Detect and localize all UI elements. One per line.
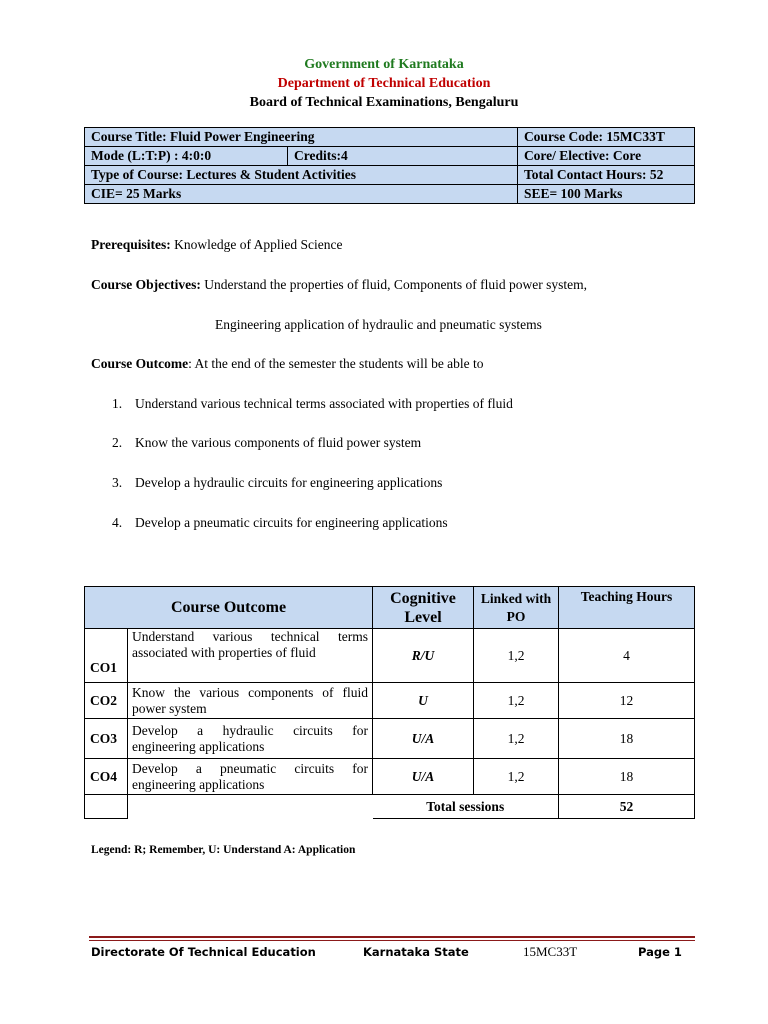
co-po: 1,2 (474, 629, 559, 683)
co-id: CO1 (85, 629, 128, 683)
total-blank (85, 795, 128, 819)
course-see: SEE= 100 Marks (517, 185, 694, 204)
co-hours: 18 (559, 759, 695, 795)
co-id: CO2 (85, 683, 128, 719)
header-teaching-hours: Teaching Hours (559, 587, 695, 629)
prerequisites (91, 236, 342, 254)
header-cognitive-level: Cognitive Level (373, 587, 474, 629)
list-item (112, 395, 513, 413)
objectives-label: Course Objectives: (91, 277, 201, 292)
list-item (112, 514, 448, 532)
course-credits: Credits:4 (288, 147, 518, 166)
footer-rule-thin (89, 940, 695, 941)
table-row (85, 629, 695, 683)
list-item (112, 474, 442, 492)
list-item (112, 434, 421, 452)
objectives-text-2: Engineering application of hydraulic and pneumatic systems (215, 317, 542, 332)
course-cie: CIE= 25 Marks (85, 185, 518, 204)
co-desc: Develop a hydraulic circuits for engineering applications (128, 719, 373, 759)
table-row (85, 719, 695, 759)
co-hours: 4 (559, 629, 695, 683)
header-course-outcome: Course Outcome (85, 587, 373, 629)
table-row (85, 683, 695, 719)
list-number: 2. (112, 435, 123, 450)
co-po: 1,2 (474, 719, 559, 759)
course-hours: Total Contact Hours: 52 (517, 166, 694, 185)
list-text: Know the various components of fluid power system (135, 435, 422, 450)
course-info-table (84, 127, 695, 204)
course-mode: Mode (L:T:P) : 4:0:0 (85, 147, 288, 166)
list-number: 1. (112, 396, 123, 411)
co-id: CO3 (85, 719, 128, 759)
total-row (85, 795, 695, 819)
footer-state: Karnataka State (363, 945, 469, 959)
total-sessions-value: 52 (559, 795, 695, 819)
course-code: Course Code: 15MC33T (517, 128, 694, 147)
co-id: CO4 (85, 759, 128, 795)
outcome-intro-label: Course Outcome (91, 356, 189, 371)
total-blank-2 (128, 795, 373, 819)
co-level: R/U (373, 629, 474, 683)
outcome-intro (91, 355, 484, 373)
outcome-intro-text: : At the end of the semester the students will be able to (188, 356, 484, 371)
objectives-text: Understand the properties of fluid, Components of fluid power system, (200, 277, 588, 292)
total-sessions-label: Total sessions (373, 795, 559, 819)
co-level: U (373, 683, 474, 719)
footer-directorate: Directorate Of Technical Education (91, 945, 316, 959)
objectives (91, 276, 587, 294)
list-number: 3. (112, 475, 123, 490)
header-government: Government of Karnataka (304, 57, 464, 72)
prerequisites-label: Prerequisites: (91, 237, 171, 252)
footer-page: Page 1 (638, 945, 682, 959)
co-po: 1,2 (474, 683, 559, 719)
course-core: Core/ Elective: Core (517, 147, 694, 166)
list-text: Understand various technical terms associated with properties of fluid (135, 396, 513, 411)
co-desc: Understand various technical terms associated with properties of fluid (128, 629, 373, 683)
co-po: 1,2 (474, 759, 559, 795)
course-type: Type of Course: Lectures & Student Activities (85, 166, 518, 185)
co-hours: 18 (559, 719, 695, 759)
header-board: Board of Technical Examinations, Bengaluru (249, 95, 519, 110)
prerequisites-text: Knowledge of Applied Science (170, 237, 343, 252)
header-department: Department of Technical Education (277, 76, 491, 91)
course-title: Course Title: Fluid Power Engineering (85, 128, 518, 147)
co-level: U/A (373, 719, 474, 759)
list-text: Develop a pneumatic circuits for engineering applications (135, 515, 448, 530)
header-linked-po: Linked with PO (474, 587, 559, 629)
co-level: U/A (373, 759, 474, 795)
co-hours: 12 (559, 683, 695, 719)
list-text: Develop a hydraulic circuits for engineering applications (135, 475, 443, 490)
footer-code: 15MC33T (523, 944, 578, 959)
co-desc: Develop a pneumatic circuits for engineering applications (128, 759, 373, 795)
table-row (85, 759, 695, 795)
legend: Legend: R; Remember, U: Understand A: Application (91, 844, 356, 856)
co-desc: Know the various components of fluid power system (128, 683, 373, 719)
course-outcome-table (84, 586, 695, 819)
list-number: 4. (112, 515, 123, 530)
footer-rule (89, 936, 695, 938)
